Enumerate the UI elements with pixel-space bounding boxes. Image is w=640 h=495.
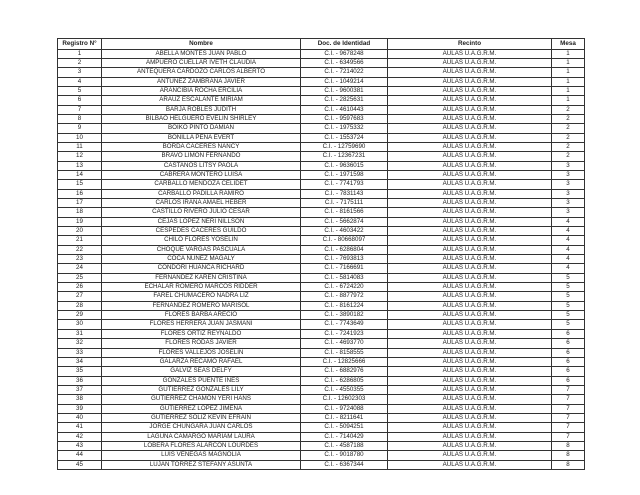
table-row — [58, 152, 585, 161]
cell-nombre: CESPEDES CACERES GUILDO — [102, 227, 301, 236]
cell-mesa: 6 — [552, 329, 585, 338]
table-row — [58, 283, 585, 292]
cell-nombre: GUTIERREZ GONZALES LILY — [102, 385, 301, 394]
table-row — [58, 273, 585, 282]
cell-mesa: 4 — [552, 227, 585, 236]
cell-doc-identidad: C.I. - 9018780 — [301, 451, 388, 460]
cell-recinto: AULAS U.A.G.R.M. — [388, 199, 552, 208]
cell-registro: 36 — [58, 376, 102, 385]
table-row — [58, 142, 585, 151]
cell-mesa: 3 — [552, 180, 585, 189]
cell-recinto: AULAS U.A.G.R.M. — [388, 255, 552, 264]
voter-registry-table — [57, 38, 585, 470]
cell-doc-identidad: C.I. - 12759690 — [301, 142, 388, 151]
table-row — [58, 292, 585, 301]
cell-doc-identidad: C.I. - 5814083 — [301, 273, 388, 282]
cell-doc-identidad: C.I. - 6882976 — [301, 367, 388, 376]
table-row — [58, 170, 585, 179]
cell-recinto: AULAS U.A.G.R.M. — [388, 395, 552, 404]
table-row — [58, 161, 585, 170]
cell-doc-identidad: C.I. - 6286804 — [301, 245, 388, 254]
cell-doc-identidad: C.I. - 2825631 — [301, 96, 388, 105]
cell-mesa: 2 — [552, 142, 585, 151]
cell-doc-identidad: C.I. - 7241923 — [301, 329, 388, 338]
cell-recinto: AULAS U.A.G.R.M. — [388, 105, 552, 114]
cell-doc-identidad: C.I. - 4550355 — [301, 385, 388, 394]
cell-nombre: COCA NUÑEZ MAGALY — [102, 255, 301, 264]
cell-registro: 30 — [58, 320, 102, 329]
table-row — [58, 77, 585, 86]
cell-nombre: CARLOS IRAÑA AMAEL HEBER — [102, 199, 301, 208]
table-row — [58, 68, 585, 77]
table-row — [58, 320, 585, 329]
table-row — [58, 86, 585, 95]
cell-nombre: LUJAN TORREZ STEFANY ASUNTA — [102, 460, 301, 469]
cell-registro: 16 — [58, 189, 102, 198]
cell-nombre: FLORES RODAS JAVIER — [102, 339, 301, 348]
cell-registro: 6 — [58, 96, 102, 105]
cell-registro: 39 — [58, 404, 102, 413]
cell-registro: 3 — [58, 68, 102, 77]
cell-registro: 20 — [58, 227, 102, 236]
cell-doc-identidad: C.I. - 7693813 — [301, 255, 388, 264]
cell-registro: 38 — [58, 395, 102, 404]
cell-recinto: AULAS U.A.G.R.M. — [388, 227, 552, 236]
cell-recinto: AULAS U.A.G.R.M. — [388, 376, 552, 385]
cell-registro: 19 — [58, 217, 102, 226]
cell-nombre: BRAVO LIMON FERNANDO — [102, 152, 301, 161]
cell-registro: 23 — [58, 255, 102, 264]
cell-nombre: CARBALLO MENDOZA CELIDET — [102, 180, 301, 189]
cell-doc-identidad: C.I. - 7140429 — [301, 432, 388, 441]
cell-registro: 34 — [58, 357, 102, 366]
cell-doc-identidad: C.I. - 9597683 — [301, 114, 388, 123]
cell-mesa: 6 — [552, 348, 585, 357]
cell-nombre: LOBERA FLORES ALARCON LOURDES — [102, 441, 301, 450]
cell-mesa: 1 — [552, 58, 585, 67]
cell-nombre: JORGE CHUNGARA JUAN CARLOS — [102, 423, 301, 432]
cell-registro: 43 — [58, 441, 102, 450]
table-row — [58, 376, 585, 385]
cell-mesa: 1 — [552, 68, 585, 77]
cell-mesa: 3 — [552, 199, 585, 208]
cell-recinto: AULAS U.A.G.R.M. — [388, 161, 552, 170]
cell-registro: 17 — [58, 199, 102, 208]
cell-registro: 18 — [58, 208, 102, 217]
table-row — [58, 404, 585, 413]
cell-nombre: ARAUZ ESCALANTE MIRIAM — [102, 96, 301, 105]
cell-nombre: LAGUNA CAMARGO MARIAM LAURA — [102, 432, 301, 441]
cell-nombre: AMPUERO CUELLAR IVETH CLAUDIA — [102, 58, 301, 67]
cell-nombre: ECHALAR ROMERO MARCOS RIDDER — [102, 283, 301, 292]
cell-registro: 26 — [58, 283, 102, 292]
table-row — [58, 189, 585, 198]
cell-nombre: ABELLA MONTES JUAN PABLO — [102, 49, 301, 58]
cell-nombre: CEJAS LOPEZ NERI NILLSON — [102, 217, 301, 226]
cell-nombre: ARANCIBIA ROCHA ERCILIA — [102, 86, 301, 95]
cell-doc-identidad: C.I. - 1971598 — [301, 170, 388, 179]
cell-registro: 22 — [58, 245, 102, 254]
cell-nombre: BILBAO HELGUERO EVELIN SHIRLEY — [102, 114, 301, 123]
cell-doc-identidad: C.I. - 7831143 — [301, 189, 388, 198]
cell-recinto: AULAS U.A.G.R.M. — [388, 96, 552, 105]
table-row — [58, 114, 585, 123]
cell-registro: 31 — [58, 329, 102, 338]
cell-mesa: 5 — [552, 292, 585, 301]
table-row — [58, 357, 585, 366]
cell-registro: 25 — [58, 273, 102, 282]
cell-recinto: AULAS U.A.G.R.M. — [388, 208, 552, 217]
cell-doc-identidad: C.I. - 7175111 — [301, 199, 388, 208]
cell-doc-identidad: C.I. - 4603422 — [301, 227, 388, 236]
cell-nombre: CHOQUE VARGAS PASCUALA — [102, 245, 301, 254]
cell-recinto: AULAS U.A.G.R.M. — [388, 432, 552, 441]
table-row — [58, 423, 585, 432]
cell-recinto: AULAS U.A.G.R.M. — [388, 451, 552, 460]
cell-recinto: AULAS U.A.G.R.M. — [388, 189, 552, 198]
cell-recinto: AULAS U.A.G.R.M. — [388, 133, 552, 142]
cell-nombre: FLORES ORTIZ REYNALDO — [102, 329, 301, 338]
table-row — [58, 255, 585, 264]
table-body — [58, 49, 585, 469]
cell-doc-identidad: C.I. - 5094251 — [301, 423, 388, 432]
table-row — [58, 339, 585, 348]
table-row — [58, 441, 585, 450]
cell-mesa: 4 — [552, 264, 585, 273]
cell-mesa: 4 — [552, 217, 585, 226]
cell-doc-identidad: C.I. - 5662874 — [301, 217, 388, 226]
cell-doc-identidad: C.I. - 8158555 — [301, 348, 388, 357]
cell-mesa: 5 — [552, 301, 585, 310]
cell-doc-identidad: C.I. - 9724088 — [301, 404, 388, 413]
cell-recinto: AULAS U.A.G.R.M. — [388, 367, 552, 376]
cell-nombre: FLORES BARBA ARECIO — [102, 311, 301, 320]
cell-doc-identidad: C.I. - 80668097 — [301, 236, 388, 245]
header-mesa: Mesa — [552, 39, 585, 50]
cell-recinto: AULAS U.A.G.R.M. — [388, 292, 552, 301]
table-row — [58, 227, 585, 236]
cell-doc-identidad: C.I. - 6367344 — [301, 460, 388, 469]
cell-recinto: AULAS U.A.G.R.M. — [388, 77, 552, 86]
cell-nombre: CONDORI HUANCA RICHARD — [102, 264, 301, 273]
cell-doc-identidad: C.I. - 8877972 — [301, 292, 388, 301]
cell-mesa: 2 — [552, 152, 585, 161]
cell-nombre: ANTEQUERA CARDOZO CARLOS ALBERTO — [102, 68, 301, 77]
cell-mesa: 2 — [552, 124, 585, 133]
cell-registro: 33 — [58, 348, 102, 357]
cell-mesa: 6 — [552, 376, 585, 385]
table-row — [58, 105, 585, 114]
table-row — [58, 413, 585, 422]
cell-doc-identidad: C.I. - 1975332 — [301, 124, 388, 133]
table-row — [58, 245, 585, 254]
cell-mesa: 8 — [552, 460, 585, 469]
table-row — [58, 58, 585, 67]
cell-registro: 15 — [58, 180, 102, 189]
cell-mesa: 1 — [552, 96, 585, 105]
cell-mesa: 1 — [552, 49, 585, 58]
cell-mesa: 2 — [552, 105, 585, 114]
table-row — [58, 236, 585, 245]
cell-registro: 11 — [58, 142, 102, 151]
cell-doc-identidad: C.I. - 12825666 — [301, 357, 388, 366]
cell-nombre: FLORES HERRERA JUAN JASMANI — [102, 320, 301, 329]
cell-mesa: 5 — [552, 273, 585, 282]
cell-recinto: AULAS U.A.G.R.M. — [388, 404, 552, 413]
cell-mesa: 7 — [552, 404, 585, 413]
table-row — [58, 432, 585, 441]
cell-doc-identidad: C.I. - 7214022 — [301, 68, 388, 77]
cell-doc-identidad: C.I. - 7741793 — [301, 180, 388, 189]
cell-recinto: AULAS U.A.G.R.M. — [388, 357, 552, 366]
cell-registro: 5 — [58, 86, 102, 95]
header-recinto: Recinto — [388, 39, 552, 50]
cell-recinto: AULAS U.A.G.R.M. — [388, 170, 552, 179]
cell-nombre: GALVIZ SEAS DELFY — [102, 367, 301, 376]
cell-nombre: LUIS VENEGAS MAGNOLIA — [102, 451, 301, 460]
cell-registro: 10 — [58, 133, 102, 142]
table-row — [58, 180, 585, 189]
cell-registro: 41 — [58, 423, 102, 432]
cell-registro: 13 — [58, 161, 102, 170]
cell-doc-identidad: C.I. - 1553724 — [301, 133, 388, 142]
cell-recinto: AULAS U.A.G.R.M. — [388, 217, 552, 226]
table-row — [58, 311, 585, 320]
cell-registro: 35 — [58, 367, 102, 376]
cell-nombre: BORDA CACERES NANCY — [102, 142, 301, 151]
cell-registro: 7 — [58, 105, 102, 114]
cell-nombre: GALARZA RECAMO RAFAEL — [102, 357, 301, 366]
cell-nombre: ANTUNEZ ZAMBRANA JAVIER — [102, 77, 301, 86]
cell-recinto: AULAS U.A.G.R.M. — [388, 311, 552, 320]
header-doc-identidad: Doc. de Identidad — [301, 39, 388, 50]
table-row — [58, 301, 585, 310]
table-row — [58, 208, 585, 217]
cell-nombre: BARJA ROBLES JUDITH — [102, 105, 301, 114]
cell-mesa: 7 — [552, 432, 585, 441]
cell-doc-identidad: C.I. - 9678248 — [301, 49, 388, 58]
cell-recinto: AULAS U.A.G.R.M. — [388, 283, 552, 292]
table-row — [58, 133, 585, 142]
table-row — [58, 348, 585, 357]
cell-recinto: AULAS U.A.G.R.M. — [388, 236, 552, 245]
cell-recinto: AULAS U.A.G.R.M. — [388, 58, 552, 67]
cell-nombre: FLORES VALLEJOS JOSELIN — [102, 348, 301, 357]
cell-nombre: FAREL CHUMACERO NADRA LIZ — [102, 292, 301, 301]
cell-nombre: GONZALES PUENTE INES — [102, 376, 301, 385]
table-row — [58, 460, 585, 469]
cell-registro: 42 — [58, 432, 102, 441]
table-row — [58, 217, 585, 226]
cell-registro: 1 — [58, 49, 102, 58]
cell-mesa: 2 — [552, 114, 585, 123]
cell-doc-identidad: C.I. - 8161224 — [301, 301, 388, 310]
cell-recinto: AULAS U.A.G.R.M. — [388, 460, 552, 469]
cell-recinto: AULAS U.A.G.R.M. — [388, 49, 552, 58]
cell-recinto: AULAS U.A.G.R.M. — [388, 441, 552, 450]
cell-nombre: FERNANDEZ KAREN CRISTINA — [102, 273, 301, 282]
cell-registro: 40 — [58, 413, 102, 422]
cell-recinto: AULAS U.A.G.R.M. — [388, 413, 552, 422]
cell-mesa: 8 — [552, 441, 585, 450]
cell-nombre: BONILLA PEÑA EVERT — [102, 133, 301, 142]
cell-mesa: 1 — [552, 86, 585, 95]
cell-recinto: AULAS U.A.G.R.M. — [388, 348, 552, 357]
cell-recinto: AULAS U.A.G.R.M. — [388, 339, 552, 348]
cell-registro: 8 — [58, 114, 102, 123]
table-row — [58, 329, 585, 338]
cell-doc-identidad: C.I. - 7166691 — [301, 264, 388, 273]
cell-nombre: GUTIERREZ SOLIZ KEVIN EFRAIN — [102, 413, 301, 422]
cell-nombre: FERNANDEZ ROMERO MARISOL — [102, 301, 301, 310]
cell-doc-identidad: C.I. - 1049214 — [301, 77, 388, 86]
table-row — [58, 451, 585, 460]
cell-doc-identidad: C.I. - 12602303 — [301, 395, 388, 404]
cell-mesa: 7 — [552, 385, 585, 394]
cell-nombre: CASTAÑOS LITSY PAOLA — [102, 161, 301, 170]
cell-recinto: AULAS U.A.G.R.M. — [388, 124, 552, 133]
cell-registro: 28 — [58, 301, 102, 310]
table-row — [58, 124, 585, 133]
cell-recinto: AULAS U.A.G.R.M. — [388, 264, 552, 273]
table-row — [58, 395, 585, 404]
cell-registro: 24 — [58, 264, 102, 273]
cell-registro: 45 — [58, 460, 102, 469]
cell-doc-identidad: C.I. - 8161566 — [301, 208, 388, 217]
cell-mesa: 2 — [552, 133, 585, 142]
cell-recinto: AULAS U.A.G.R.M. — [388, 180, 552, 189]
cell-recinto: AULAS U.A.G.R.M. — [388, 152, 552, 161]
cell-nombre: CABRERA MONTERO LUISA — [102, 170, 301, 179]
cell-doc-identidad: C.I. - 3890182 — [301, 311, 388, 320]
cell-recinto: AULAS U.A.G.R.M. — [388, 68, 552, 77]
cell-nombre: GUTIERREZ CHAMON YERI HANS — [102, 395, 301, 404]
cell-registro: 29 — [58, 311, 102, 320]
cell-recinto: AULAS U.A.G.R.M. — [388, 245, 552, 254]
table-row — [58, 49, 585, 58]
cell-doc-identidad: C.I. - 4693770 — [301, 339, 388, 348]
table-row — [58, 385, 585, 394]
cell-nombre: BOIKO PINTO DAMIAN — [102, 124, 301, 133]
cell-mesa: 3 — [552, 170, 585, 179]
header-row — [58, 39, 585, 50]
cell-registro: 14 — [58, 170, 102, 179]
cell-registro: 37 — [58, 385, 102, 394]
cell-recinto: AULAS U.A.G.R.M. — [388, 423, 552, 432]
cell-mesa: 7 — [552, 423, 585, 432]
table-row — [58, 367, 585, 376]
cell-doc-identidad: C.I. - 4610443 — [301, 105, 388, 114]
cell-mesa: 4 — [552, 255, 585, 264]
cell-mesa: 3 — [552, 208, 585, 217]
cell-doc-identidad: C.I. - 9636015 — [301, 161, 388, 170]
cell-registro: 12 — [58, 152, 102, 161]
cell-mesa: 4 — [552, 236, 585, 245]
cell-nombre: CASTILLO RIVERO JULIO CESAR — [102, 208, 301, 217]
cell-mesa: 4 — [552, 245, 585, 254]
cell-recinto: AULAS U.A.G.R.M. — [388, 329, 552, 338]
cell-registro: 2 — [58, 58, 102, 67]
cell-registro: 32 — [58, 339, 102, 348]
cell-nombre: CARBALLO PADILLA RAMIRO — [102, 189, 301, 198]
cell-mesa: 3 — [552, 189, 585, 198]
cell-mesa: 5 — [552, 320, 585, 329]
cell-doc-identidad: C.I. - 6349566 — [301, 58, 388, 67]
cell-doc-identidad: C.I. - 12367231 — [301, 152, 388, 161]
cell-registro: 44 — [58, 451, 102, 460]
cell-doc-identidad: C.I. - 4587188 — [301, 441, 388, 450]
cell-nombre: GUTIERREZ LOPEZ JIMENA — [102, 404, 301, 413]
cell-doc-identidad: C.I. - 8211641 — [301, 413, 388, 422]
cell-recinto: AULAS U.A.G.R.M. — [388, 142, 552, 151]
cell-mesa: 6 — [552, 339, 585, 348]
cell-mesa: 1 — [552, 77, 585, 86]
cell-mesa: 3 — [552, 161, 585, 170]
cell-registro: 21 — [58, 236, 102, 245]
table-row — [58, 264, 585, 273]
cell-mesa: 5 — [552, 283, 585, 292]
cell-registro: 9 — [58, 124, 102, 133]
cell-registro: 4 — [58, 77, 102, 86]
table-row — [58, 96, 585, 105]
cell-recinto: AULAS U.A.G.R.M. — [388, 320, 552, 329]
cell-mesa: 5 — [552, 311, 585, 320]
cell-doc-identidad: C.I. - 6724220 — [301, 283, 388, 292]
cell-doc-identidad: C.I. - 6286805 — [301, 376, 388, 385]
cell-recinto: AULAS U.A.G.R.M. — [388, 301, 552, 310]
cell-recinto: AULAS U.A.G.R.M. — [388, 273, 552, 282]
cell-recinto: AULAS U.A.G.R.M. — [388, 114, 552, 123]
cell-recinto: AULAS U.A.G.R.M. — [388, 86, 552, 95]
cell-registro: 27 — [58, 292, 102, 301]
header-registro: Registro N° — [58, 39, 102, 50]
table-row — [58, 199, 585, 208]
cell-mesa: 7 — [552, 413, 585, 422]
cell-mesa: 8 — [552, 451, 585, 460]
header-nombre: Nombre — [102, 39, 301, 50]
cell-doc-identidad: C.I. - 9600381 — [301, 86, 388, 95]
cell-mesa: 6 — [552, 367, 585, 376]
cell-mesa: 6 — [552, 357, 585, 366]
cell-doc-identidad: C.I. - 7743649 — [301, 320, 388, 329]
cell-recinto: AULAS U.A.G.R.M. — [388, 385, 552, 394]
cell-mesa: 7 — [552, 395, 585, 404]
cell-nombre: CHILO FLORES YOSELIN — [102, 236, 301, 245]
